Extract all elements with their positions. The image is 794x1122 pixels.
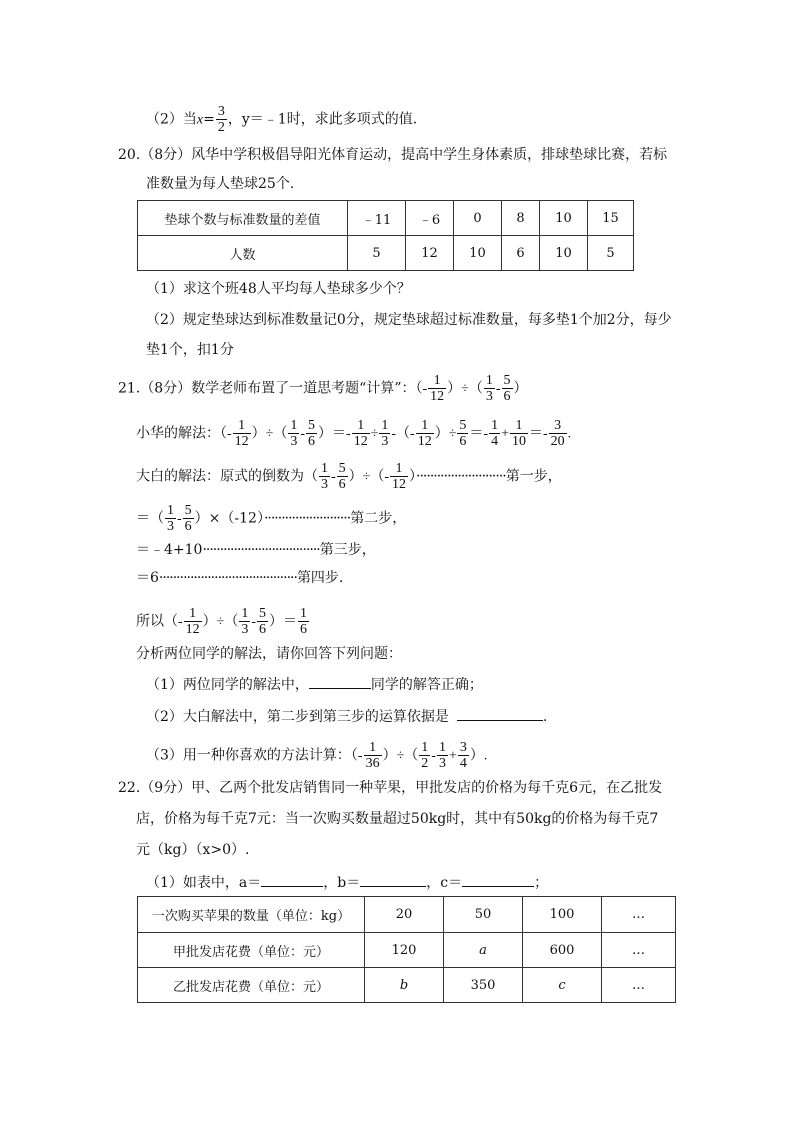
q22-part1: （1）如表中，a＝ ，b＝ ，c＝ ； xyxy=(146,872,548,893)
q21-part1: （1）两位同学的解法中， 同学的解答正确； xyxy=(146,674,483,695)
q19-part2-prefix: （2）当 xyxy=(146,111,197,128)
q22-blank-c[interactable] xyxy=(462,872,534,887)
q20-table-cell: 10 xyxy=(540,236,588,271)
q20-table-cell: 12 xyxy=(406,236,454,271)
q20-table-cell: 15 xyxy=(588,201,634,236)
q21-analysis: 分析两位同学的解法，请你回答下列问题： xyxy=(136,646,402,662)
q22-table-cell: … xyxy=(602,897,676,933)
q22-table-header-yi: 乙批发店花费（单位：元） xyxy=(138,968,365,1003)
q22-table-cell: … xyxy=(602,968,676,1003)
q20-table-cell: 8 xyxy=(502,201,540,236)
q22-stem-line2: 店，价格为每千克7元：当一次购买数量超过50kg时，其中有50kg的价格为每千克7 xyxy=(136,811,659,827)
q22-table-row-yi xyxy=(138,968,676,1003)
q20-table-cell: 10 xyxy=(454,236,502,271)
q20-table-header-count: 人数 xyxy=(138,236,348,271)
q22-table-cell: 50 xyxy=(444,897,523,933)
q20-table-row-diff xyxy=(138,201,634,236)
q22-table-row-qty xyxy=(138,897,676,933)
q19-part2 xyxy=(146,104,417,135)
q22-blank-a[interactable] xyxy=(261,872,323,887)
q20-table-cell: 5 xyxy=(348,236,406,271)
q20-part2-line2: 垫1个，扣1分 xyxy=(146,342,234,358)
q20-stem-line2: 准数量为每人垫球25个. xyxy=(146,176,295,192)
q20-table-cell: 6 xyxy=(502,236,540,271)
q20-table xyxy=(137,200,634,271)
q21-dabai-step4: ＝6········································第四步. xyxy=(136,570,344,586)
q19-y-part: ，y＝﹣1时，求此多项式的值. xyxy=(227,111,418,128)
q21-part3: （3）用一种你喜欢的方法计算：（- $\frac{1}{36}$ ）÷（ $\frac{1}{2}$ - $\frac{1}{3}$ + $\frac{3}{4}$ ）. xyxy=(146,740,488,771)
q19-x-var: x xyxy=(196,112,204,128)
q21-dabai-step1: 大白的解法：原式的倒数为（ $\frac{1}{3}$ - $\frac{5}{6}$ ）÷（- $\frac{1}{12}$ ）··························第一步， xyxy=(136,461,562,492)
q21-stem: 21.（8分）数学老师布置了一道思考题“计算”：（- $\frac{1}{12}$ ）÷（ $\frac{1}{3}$ - $\frac{5}{6}$ ） xyxy=(118,373,528,404)
q22-table-header-jia: 甲批发店花费（单位：元） xyxy=(138,933,365,968)
q22-table-cell: 20 xyxy=(365,897,444,933)
q21-part1-blank[interactable] xyxy=(309,674,371,689)
q21-xiaohua-solution: 小华的解法：（- $\frac{1}{12}$ ）÷（ $\frac{1}{3}$ - $\frac{5}{6}$ ）＝- $\frac{1}{12}$ ÷ $\frac{1}{3}$ -（- $\frac{1}{12}$ ）÷ $\frac{5}{6}$ ＝- $\frac{1}{4}$ + $\frac{1}{10}$ ＝- $\frac{3}{20}$ . xyxy=(136,418,572,449)
q22-table-cell: b xyxy=(365,968,444,1003)
q19-eq: = xyxy=(203,111,215,128)
q20-part1: （1）求这个班48人平均每人垫球多少个？ xyxy=(146,281,411,297)
q22-table-cell: 350 xyxy=(444,968,523,1003)
q20-number: 20. xyxy=(118,147,141,163)
q21-dabai-step2: ＝（ $\frac{1}{3}$ - $\frac{5}{6}$ ）×（-12）·························第二步， xyxy=(136,503,407,534)
q22-table-cell: a xyxy=(444,933,523,968)
q21-dabai-step3: ＝﹣4+10··································第三步， xyxy=(136,542,376,558)
q22-number: 22. xyxy=(118,780,141,796)
q20-stem-line1: 20.（8分）风华中学积极倡导阳光体育运动，提高中学生身体素质，排球垫球比赛，若标 xyxy=(118,147,668,163)
q22-stem-line1: 22.（9分）甲、乙两个批发店销售同一种苹果，甲批发店的价格为每千克6元，在乙批发 xyxy=(118,780,663,796)
q22-stem-line3: 元（kg）（x>0）. xyxy=(136,842,250,858)
q20-table-header-diff: 垫球个数与标准数量的差值 xyxy=(138,201,348,236)
q22-table-header-qty: 一次购买苹果的数量（单位：kg） xyxy=(138,897,365,933)
q22-table-cell: 120 xyxy=(365,933,444,968)
q20-table-cell: 0 xyxy=(454,201,502,236)
q20-table-cell: 5 xyxy=(588,236,634,271)
q20-table-row-count xyxy=(138,236,634,271)
q20-part2-line1: （2）规定垫球达到标准数量记0分，规定垫球超过标准数量，每多垫1个加2分，每少 xyxy=(146,312,672,328)
q21-conclusion: 所以（- $\frac{1}{12}$ ）÷（ $\frac{1}{3}$ - $\frac{5}{6}$ ）＝ $\frac{1}{6}$ xyxy=(136,606,308,637)
q20-table-cell: 10 xyxy=(540,201,588,236)
q20-table-cell: ﹣11 xyxy=(348,201,406,236)
q20-table-cell: ﹣6 xyxy=(406,201,454,236)
q22-table-cell: 600 xyxy=(523,933,602,968)
q22-table-row-jia xyxy=(138,933,676,968)
q22-table-cell: … xyxy=(602,933,676,968)
q19-x-fraction: $\frac{3}{2}$ xyxy=(217,104,225,135)
q21-number: 21. xyxy=(118,380,141,397)
q21-part2-blank[interactable] xyxy=(457,706,543,721)
q22-table-cell: c xyxy=(523,968,602,1003)
q21-part2: （2）大白解法中，第二步到第三步的运算依据是 . xyxy=(146,706,547,727)
q22-blank-b[interactable] xyxy=(360,872,426,887)
q22-table xyxy=(137,896,676,1003)
q22-table-cell: 100 xyxy=(523,897,602,933)
